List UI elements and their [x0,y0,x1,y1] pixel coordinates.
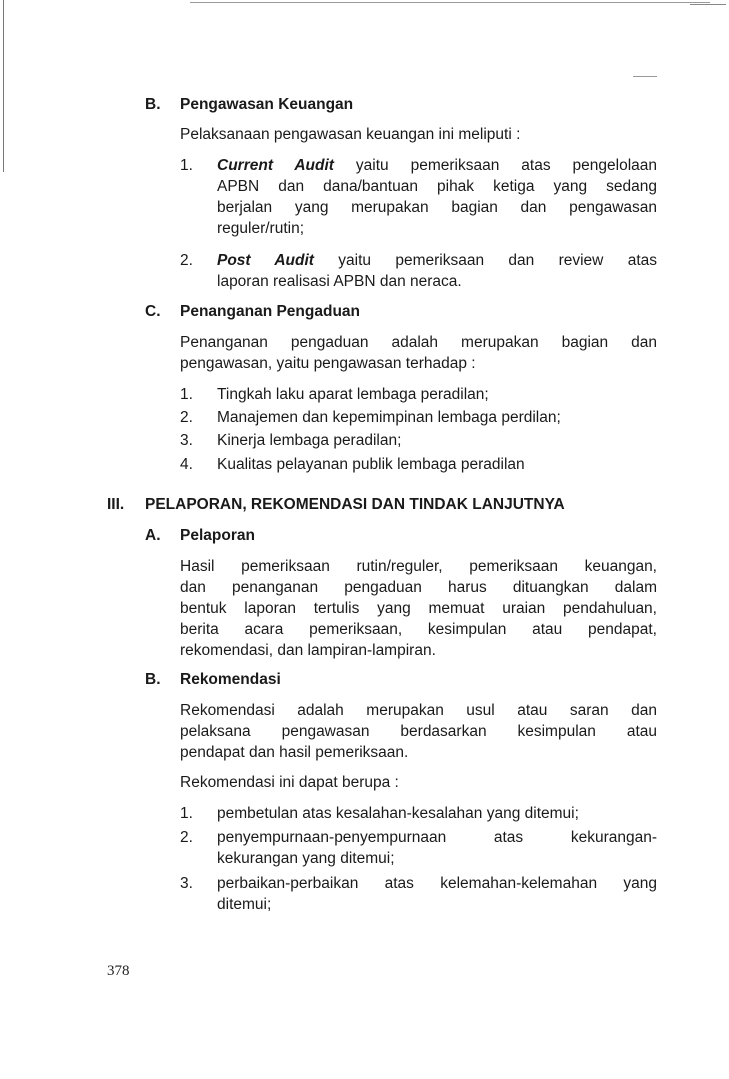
list-item-number: 1. [180,157,193,174]
list-item-text: yaitu pemeriksaan dan review atas [338,252,657,269]
section-b2-letter: B. [145,671,161,688]
paragraph-line: rekomendasi, dan lampiran-lampiran. [180,642,436,659]
section-b2-title: Rekomendasi [180,671,281,688]
section-c-letter: C. [145,303,161,320]
list-item-text: Kinerja lembaga peradilan; [217,432,402,449]
section-c-title: Penanganan Pengaduan [180,303,361,320]
list-item-number: 2. [180,252,193,269]
list-item-number: 1. [180,386,193,403]
list-item-line: laporan realisasi APBN dan neraca. [217,273,462,290]
list-item-number: 4. [180,456,193,473]
page-number: 378 [107,963,130,979]
paragraph-line: pendapat dan hasil pemeriksaan. [180,744,409,761]
list-item-line: APBN dan dana/bantuan pihak ketiga yang sedang [217,178,657,195]
section-a-title: Pelaporan [180,527,255,544]
paragraph-line: berita acara pemeriksaan, kesimpulan atau pendapat, [180,621,657,638]
section-b-title: Pengawasan Keuangan [180,96,354,113]
list-item-number: 1. [180,805,193,822]
list-item-number: 2. [180,409,193,426]
section-b-letter: B. [145,96,161,113]
section-a-letter: A. [145,527,161,544]
list-item-text: yaitu pemeriksaan atas pengelolaan [355,157,657,174]
list-item-line [217,250,657,271]
list-item-line: reguler/rutin; [217,220,305,237]
paragraph-line: Hasil pemeriksaan rutin/reguler, pemeriksaan keuangan, [180,558,657,575]
list-item-line [217,155,657,176]
paragraph-line: pelaksana pengawasan berdasarkan kesimpulan atau [180,723,657,740]
chapter-iii-title: PELAPORAN, REKOMENDASI DAN TINDAK LANJUTNYA [145,496,565,513]
list-item-text: Manajemen dan kepemimpinan lembaga perdilan; [217,409,561,426]
section-b2-intro: Rekomendasi ini dapat berupa : [180,774,399,791]
list-item-line: kekurangan yang ditemui; [217,850,395,867]
chapter-iii-numeral: III. [107,496,125,513]
section-b-intro: Pelaksanaan pengawasan keuangan ini meliputi : [180,126,521,143]
section-c-intro-line: Penanganan pengaduan adalah merupakan bagian dan [180,334,657,351]
paragraph-line: dan penanganan pengaduan harus dituangkan dalam [180,579,657,596]
list-item-text: Tingkah laku aparat lembaga peradilan; [217,386,489,403]
list-item-text: pembetulan atas kesalahan-kesalahan yang ditemui; [217,805,579,822]
paragraph-line: bentuk laporan tertulis yang memuat uraian pendahuluan, [180,600,657,617]
term-post-audit: Post Audit [217,252,314,269]
paragraph-line: Rekomendasi adalah merupakan usul atau saran dan [180,702,657,719]
list-item-line: berjalan yang merupakan bagian dan pengawasan [217,199,657,216]
list-item-line: perbaikan-perbaikan atas kelemahan-kelemahan yang [217,875,657,892]
term-current-audit: Current Audit [217,157,334,174]
list-item-text: Kualitas pelayanan publik lembaga peradilan [217,456,525,473]
section-c-intro-line: pengawasan, yaitu pengawasan terhadap : [180,355,476,372]
list-item-line: ditemui; [217,896,272,913]
list-item-number: 3. [180,432,193,449]
list-item-line: penyempurnaan-penyempurnaan atas kekurangan- [217,829,657,846]
list-item-number: 2. [180,829,193,846]
list-item-number: 3. [180,875,193,892]
